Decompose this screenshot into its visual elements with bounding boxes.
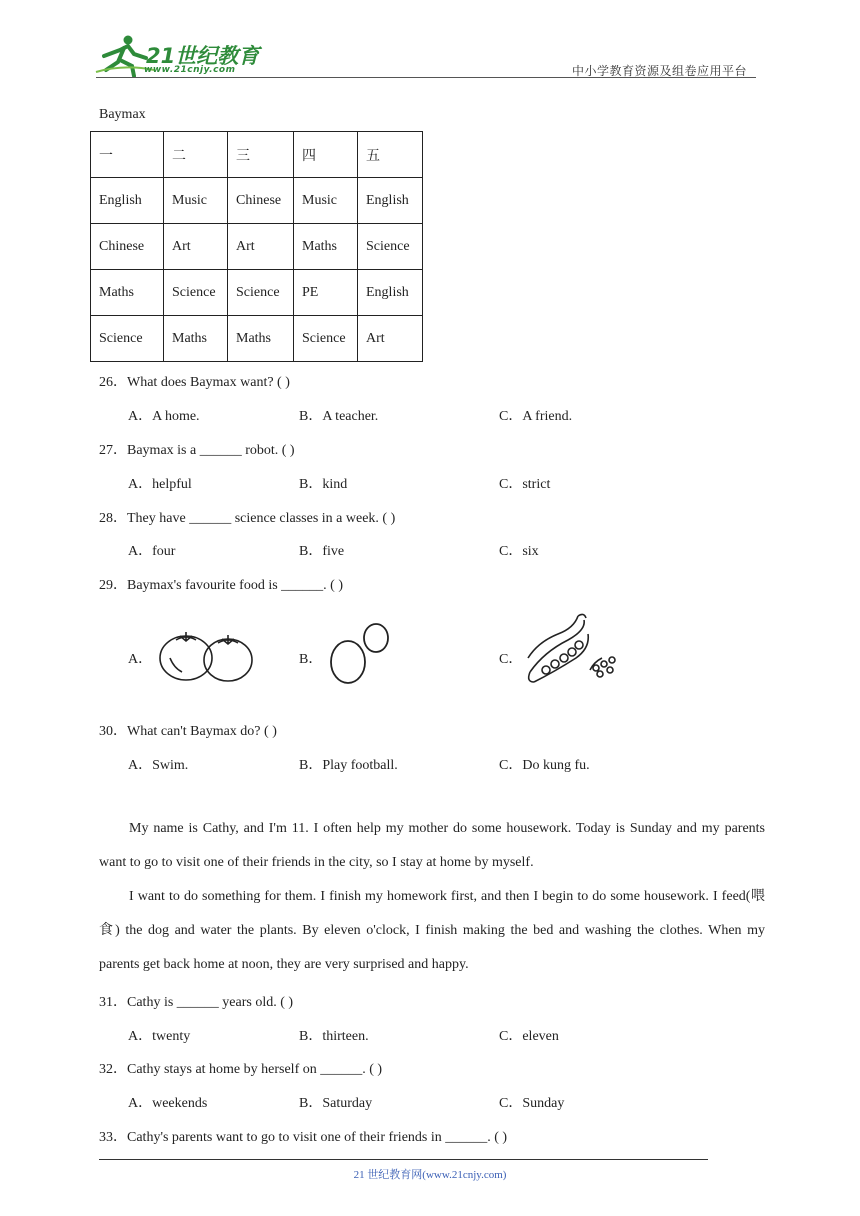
footer-divider — [99, 1159, 708, 1160]
question-29: 29．Baymax's favourite food is ______. ( ) — [99, 578, 343, 593]
table-cell: PE — [294, 270, 358, 316]
peas-icon[interactable] — [524, 612, 620, 692]
option-c[interactable]: C．six — [499, 544, 539, 559]
option-c[interactable]: C．eleven — [499, 1029, 559, 1044]
table-cell: 二 — [164, 132, 228, 178]
table-cell: Science — [358, 224, 423, 270]
tomatoes-icon[interactable] — [156, 628, 256, 684]
question-31: 31．Cathy is ______ years old. ( ) — [99, 995, 294, 1010]
logo-url: www.21cnjy.com — [144, 65, 236, 75]
question-26: 26．What does Baymax want? ( ) — [99, 375, 290, 390]
option-a[interactable]: A．twenty — [128, 1029, 191, 1044]
table-cell: Maths — [294, 224, 358, 270]
table-cell: Maths — [164, 316, 228, 362]
table-cell: English — [91, 178, 164, 224]
eggs-icon[interactable] — [326, 620, 392, 686]
option-b[interactable]: B．five — [299, 544, 345, 559]
timetable-title: Baymax — [99, 107, 146, 122]
table-row — [91, 132, 423, 178]
option-b[interactable]: B．kind — [299, 477, 348, 492]
option-a[interactable]: A．Swim. — [128, 758, 189, 773]
option-a[interactable]: A． — [128, 652, 153, 667]
option-a[interactable]: A．helpful — [128, 477, 192, 492]
option-a[interactable]: A．weekends — [128, 1096, 208, 1111]
table-cell: English — [358, 178, 423, 224]
table-row — [91, 316, 423, 362]
table-row — [91, 224, 423, 270]
table-cell: Chinese — [228, 178, 294, 224]
option-c[interactable]: C．strict — [499, 477, 551, 492]
table-cell: Science — [294, 316, 358, 362]
table-row — [91, 270, 423, 316]
table-cell: 一 — [91, 132, 164, 178]
table-cell: Maths — [228, 316, 294, 362]
option-b[interactable]: B．Saturday — [299, 1096, 373, 1111]
table-cell: English — [358, 270, 423, 316]
option-c[interactable]: C．Sunday — [499, 1096, 565, 1111]
platform-title: 中小学教育资源及组卷应用平台 — [572, 64, 748, 78]
table-cell: Art — [164, 224, 228, 270]
question-28: 28．They have ______ science classes in a week. ( ) — [99, 511, 396, 526]
option-a[interactable]: A．four — [128, 544, 176, 559]
option-c[interactable]: C．Do kung fu. — [499, 758, 590, 773]
question-32: 32．Cathy stays at home by herself on ______. ( ) — [99, 1062, 383, 1077]
option-b[interactable]: B．Play football. — [299, 758, 398, 773]
passage-paragraph-2: I want to do something for them. I finish my homework first, and then I begin to do some housework. I feed(喂食) the dog and water the plants. By eleven o'clock, I finish making the bed and washing the clothes. When my parents get back home at noon, they are very surprised and happy. — [99, 889, 765, 972]
header-divider — [96, 77, 756, 78]
table-cell: Art — [358, 316, 423, 362]
option-b[interactable]: B．A teacher. — [299, 409, 379, 424]
table-cell: 三 — [228, 132, 294, 178]
logo-text: 21世纪教育 — [146, 44, 260, 68]
table-cell: Science — [91, 316, 164, 362]
option-c[interactable]: C． — [499, 652, 523, 667]
table-cell: Science — [228, 270, 294, 316]
question-30: 30．What can't Baymax do? ( ) — [99, 724, 277, 739]
table-cell: Music — [294, 178, 358, 224]
option-b[interactable]: B．thirteen. — [299, 1029, 369, 1044]
site-logo — [94, 34, 264, 80]
table-cell: 五 — [358, 132, 423, 178]
table-cell: Music — [164, 178, 228, 224]
question-27: 27．Baymax is a ______ robot. ( ) — [99, 443, 295, 458]
table-row — [91, 178, 423, 224]
option-c[interactable]: C．A friend. — [499, 409, 573, 424]
table-cell: 四 — [294, 132, 358, 178]
footer-link[interactable]: 21 世纪教育网(www.21cnjy.com) — [353, 1169, 507, 1181]
option-b[interactable]: B． — [299, 652, 323, 667]
table-cell: Science — [164, 270, 228, 316]
table-cell: Maths — [91, 270, 164, 316]
option-a[interactable]: A．A home. — [128, 409, 200, 424]
table-cell: Art — [228, 224, 294, 270]
table-cell: Chinese — [91, 224, 164, 270]
passage-paragraph-1: My name is Cathy, and I'm 11. I often help my mother do some housework. Today is Sunday and my parents want to go to visit one of their friends in the city, so I stay at home by myself. — [99, 821, 765, 870]
question-33: 33．Cathy's parents want to go to visit one of their friends in ______. ( ) — [99, 1130, 508, 1145]
timetable — [90, 131, 423, 362]
